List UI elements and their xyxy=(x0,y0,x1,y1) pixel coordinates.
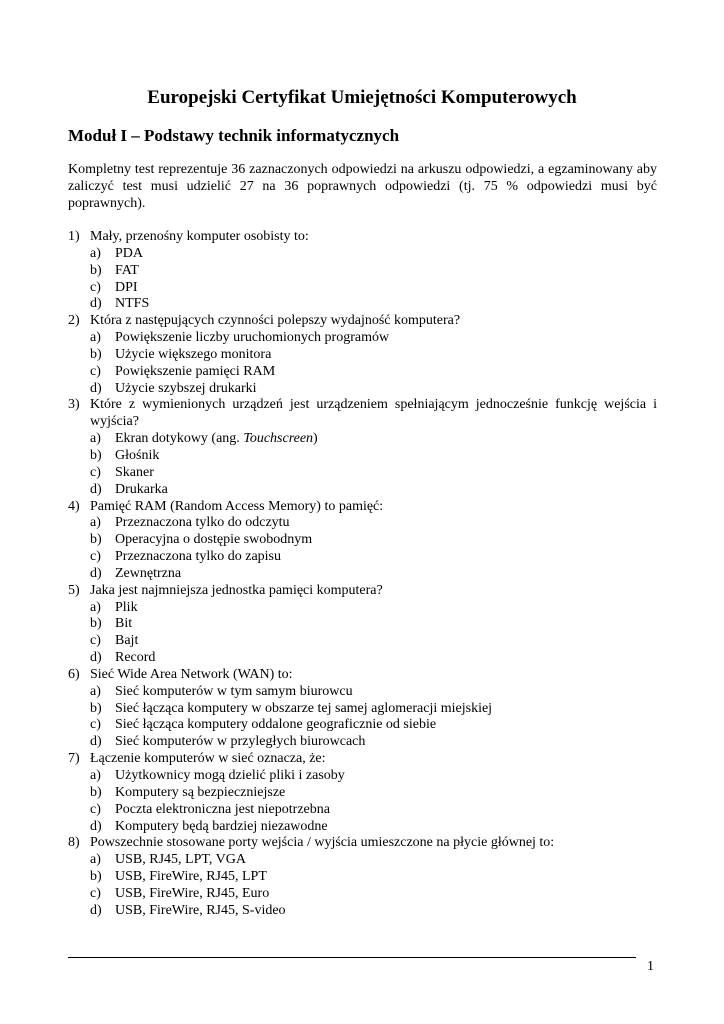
option-letter: a) xyxy=(90,852,101,868)
option-text xyxy=(115,296,149,313)
question-item xyxy=(68,313,657,397)
question-item xyxy=(68,499,657,583)
answer-option xyxy=(68,515,657,532)
answer-option xyxy=(68,600,657,617)
question-text: Łączenie komputerów w sieć oznacza, że: xyxy=(90,751,326,767)
option-letter: b) xyxy=(90,532,102,548)
option-text xyxy=(115,431,318,448)
answer-option xyxy=(68,903,657,920)
question-item xyxy=(68,583,657,667)
option-text xyxy=(115,482,168,499)
option-text xyxy=(115,819,328,836)
option-text-main: FAT xyxy=(115,262,139,278)
question-text: Sieć Wide Area Network (WAN) to: xyxy=(90,666,293,682)
page-number: 1 xyxy=(647,959,654,974)
answer-option xyxy=(68,869,657,886)
answer-option xyxy=(68,785,657,802)
answer-option xyxy=(68,296,657,313)
option-letter: b) xyxy=(90,346,102,362)
answer-option xyxy=(68,532,657,549)
option-text-suffix: ) xyxy=(313,431,318,447)
option-letter: d) xyxy=(90,481,102,497)
question-number: 6) xyxy=(68,666,80,682)
intro-paragraph: Kompletny test reprezentuje 36 zaznaczonych odpowiedzi na arkuszu odpowiedzi, a egzaminowany aby zaliczyć test musi udzielić 27 na 36 poprawnych odpowiedzi (tj. 75 % odpowiedzi musi być poprawnych). xyxy=(68,162,657,211)
question-item xyxy=(68,397,657,498)
question-text: Które z wymienionych urządzeń jest urządzeniem spełniającym jednocześnie funkcję wejścia i wyjścia? xyxy=(90,397,657,430)
option-text xyxy=(115,903,286,920)
question-row xyxy=(68,313,657,330)
answer-option xyxy=(68,768,657,785)
option-letter: c) xyxy=(90,717,101,733)
option-letter: a) xyxy=(90,515,101,531)
option-text-main: DPI xyxy=(115,279,138,295)
answer-option xyxy=(68,330,657,347)
option-text-main: Bajt xyxy=(115,633,139,649)
option-text-main: Przeznaczona tylko do zapisu xyxy=(115,549,281,565)
option-text-main: Sieć komputerów w tym samym biurowcu xyxy=(115,683,353,699)
answer-option xyxy=(68,717,657,734)
option-text-main: USB, FireWire, RJ45, S-video xyxy=(115,902,286,918)
option-text-main: Użycie szybszej drukarki xyxy=(115,380,257,396)
question-text: Która z następujących czynności polepszy wydajność komputera? xyxy=(90,313,461,329)
option-text-main: Bit xyxy=(115,616,133,632)
option-text-main: Record xyxy=(115,650,156,666)
question-number: 2) xyxy=(68,313,80,329)
option-text xyxy=(115,869,267,886)
option-text-main: USB, FireWire, RJ45, LPT xyxy=(115,869,267,885)
answer-option xyxy=(68,566,657,583)
option-letter: b) xyxy=(90,784,102,800)
answer-option xyxy=(68,819,657,836)
option-text xyxy=(115,852,246,869)
option-letter: a) xyxy=(90,431,101,447)
option-letter: b) xyxy=(90,869,102,885)
option-text-main: Przeznaczona tylko do odczytu xyxy=(115,515,290,531)
option-text xyxy=(115,330,389,347)
option-letter: d) xyxy=(90,902,102,918)
option-text xyxy=(115,566,181,583)
answer-option xyxy=(68,364,657,381)
option-text-main: PDA xyxy=(115,245,144,261)
answer-option xyxy=(68,701,657,718)
question-list xyxy=(68,229,657,920)
option-letter: d) xyxy=(90,818,102,834)
question-row xyxy=(68,583,657,600)
option-text xyxy=(115,600,138,617)
option-text-main: Sieć komputerów w przyległych biurowcach xyxy=(115,734,366,750)
question-item xyxy=(68,751,657,835)
option-letter: d) xyxy=(90,734,102,750)
option-text-main: Powiększenie pamięci RAM xyxy=(115,363,276,379)
question-row xyxy=(68,667,657,684)
option-text-main: USB, RJ45, LPT, VGA xyxy=(115,852,246,868)
option-text xyxy=(115,381,257,398)
footer-divider xyxy=(68,957,636,958)
option-text xyxy=(115,347,271,364)
question-text: Mały, przenośny komputer osobisty to: xyxy=(90,229,309,244)
question-row xyxy=(68,751,657,768)
question-text: Pamięć RAM (Random Access Memory) to pamięć: xyxy=(90,498,384,514)
option-text xyxy=(115,886,269,903)
option-text-main: Komputery będą bardziej niezawodne xyxy=(115,818,328,834)
option-text-main: Ekran dotykowy (ang. xyxy=(115,431,244,447)
option-text-main: Operacyjna o dostępie swobodnym xyxy=(115,532,313,548)
option-text-main: Użycie większego monitora xyxy=(115,346,272,362)
option-letter: c) xyxy=(90,464,101,480)
option-text xyxy=(115,785,285,802)
question-text: Powszechnie stosowane porty wejścia / wyjścia umieszczone na płycie głównej to: xyxy=(90,835,555,851)
question-number: 8) xyxy=(68,835,80,851)
question-number: 7) xyxy=(68,751,80,767)
option-letter: c) xyxy=(90,633,101,649)
answer-option xyxy=(68,280,657,297)
option-text-main: Poczta elektroniczna jest niepotrzebna xyxy=(115,801,330,817)
option-text xyxy=(115,246,143,263)
option-letter: d) xyxy=(90,296,102,312)
question-number: 3) xyxy=(68,397,80,413)
option-letter: c) xyxy=(90,549,101,565)
answer-option xyxy=(68,448,657,465)
option-text-main: Użytkownicy mogą dzielić pliki i zasoby xyxy=(115,768,345,783)
answer-option xyxy=(68,263,657,280)
answer-option xyxy=(68,650,657,667)
question-number: 4) xyxy=(68,498,80,514)
option-text xyxy=(115,448,159,465)
answer-option xyxy=(68,431,657,448)
module-title: Moduł I – Podstawy technik informatycznych xyxy=(68,126,400,145)
option-text xyxy=(115,650,155,667)
option-letter: a) xyxy=(90,599,101,615)
option-letter: d) xyxy=(90,565,102,581)
answer-option xyxy=(68,684,657,701)
question-row xyxy=(68,835,657,852)
option-text xyxy=(115,802,330,819)
option-letter: b) xyxy=(90,447,102,463)
option-text xyxy=(115,701,492,718)
answer-option xyxy=(68,633,657,650)
option-text xyxy=(115,734,365,751)
question-text: Jaka jest najmniejsza jednostka pamięci komputera? xyxy=(90,582,383,598)
option-text xyxy=(115,717,436,734)
option-letter: b) xyxy=(90,700,102,716)
answer-option xyxy=(68,482,657,499)
option-text-main: Powiększenie liczby uruchomionych programów xyxy=(115,330,390,346)
option-letter: c) xyxy=(90,885,101,901)
option-text-main: Zewnętrzna xyxy=(115,565,182,581)
option-text-main: Sieć łącząca komputery w obszarze tej samej aglomeracji miejskiej xyxy=(115,700,493,716)
option-text xyxy=(115,263,139,280)
option-text-main: Komputery są bezpieczniejsze xyxy=(115,784,286,800)
option-text-main: Drukarka xyxy=(115,481,168,497)
option-letter: c) xyxy=(90,279,101,295)
option-letter: a) xyxy=(90,245,101,261)
option-text xyxy=(115,532,312,549)
option-text xyxy=(115,465,154,482)
answer-option xyxy=(68,616,657,633)
option-text-main: Głośnik xyxy=(115,447,160,463)
question-row xyxy=(68,397,657,431)
option-text xyxy=(115,616,132,633)
option-text xyxy=(115,633,138,650)
document-title: Europejski Certyfikat Umiejętności Komputerowych xyxy=(147,87,577,108)
answer-option xyxy=(68,734,657,751)
option-letter: d) xyxy=(90,650,102,666)
option-text xyxy=(115,684,353,701)
option-text-italic: Touchscreen xyxy=(243,431,314,447)
option-letter: a) xyxy=(90,330,101,346)
option-text xyxy=(115,515,290,532)
option-letter: b) xyxy=(90,616,102,632)
question-row xyxy=(68,499,657,516)
option-text-main: NTFS xyxy=(115,296,150,312)
option-text-main: Sieć łącząca komputery oddalone geograficznie od siebie xyxy=(115,717,437,733)
option-letter: d) xyxy=(90,380,102,396)
question-number: 1) xyxy=(68,229,80,244)
option-text-main: USB, FireWire, RJ45, Euro xyxy=(115,885,270,901)
question-row xyxy=(68,229,657,246)
option-text xyxy=(115,364,275,381)
answer-option xyxy=(68,549,657,566)
option-text-main: Skaner xyxy=(115,464,154,480)
option-text xyxy=(115,280,138,297)
answer-option xyxy=(68,886,657,903)
answer-option xyxy=(68,802,657,819)
question-number: 5) xyxy=(68,582,80,598)
question-item xyxy=(68,835,657,919)
option-letter: b) xyxy=(90,262,102,278)
option-letter: c) xyxy=(90,363,101,379)
answer-option xyxy=(68,347,657,364)
option-letter: c) xyxy=(90,801,101,817)
option-letter: a) xyxy=(90,768,101,783)
option-text xyxy=(115,768,345,785)
question-item xyxy=(68,667,657,751)
answer-option xyxy=(68,381,657,398)
option-letter: a) xyxy=(90,683,101,699)
answer-option xyxy=(68,246,657,263)
answer-option xyxy=(68,852,657,869)
option-text-main: Plik xyxy=(115,599,138,615)
question-item xyxy=(68,229,657,313)
option-text xyxy=(115,549,281,566)
answer-option xyxy=(68,465,657,482)
